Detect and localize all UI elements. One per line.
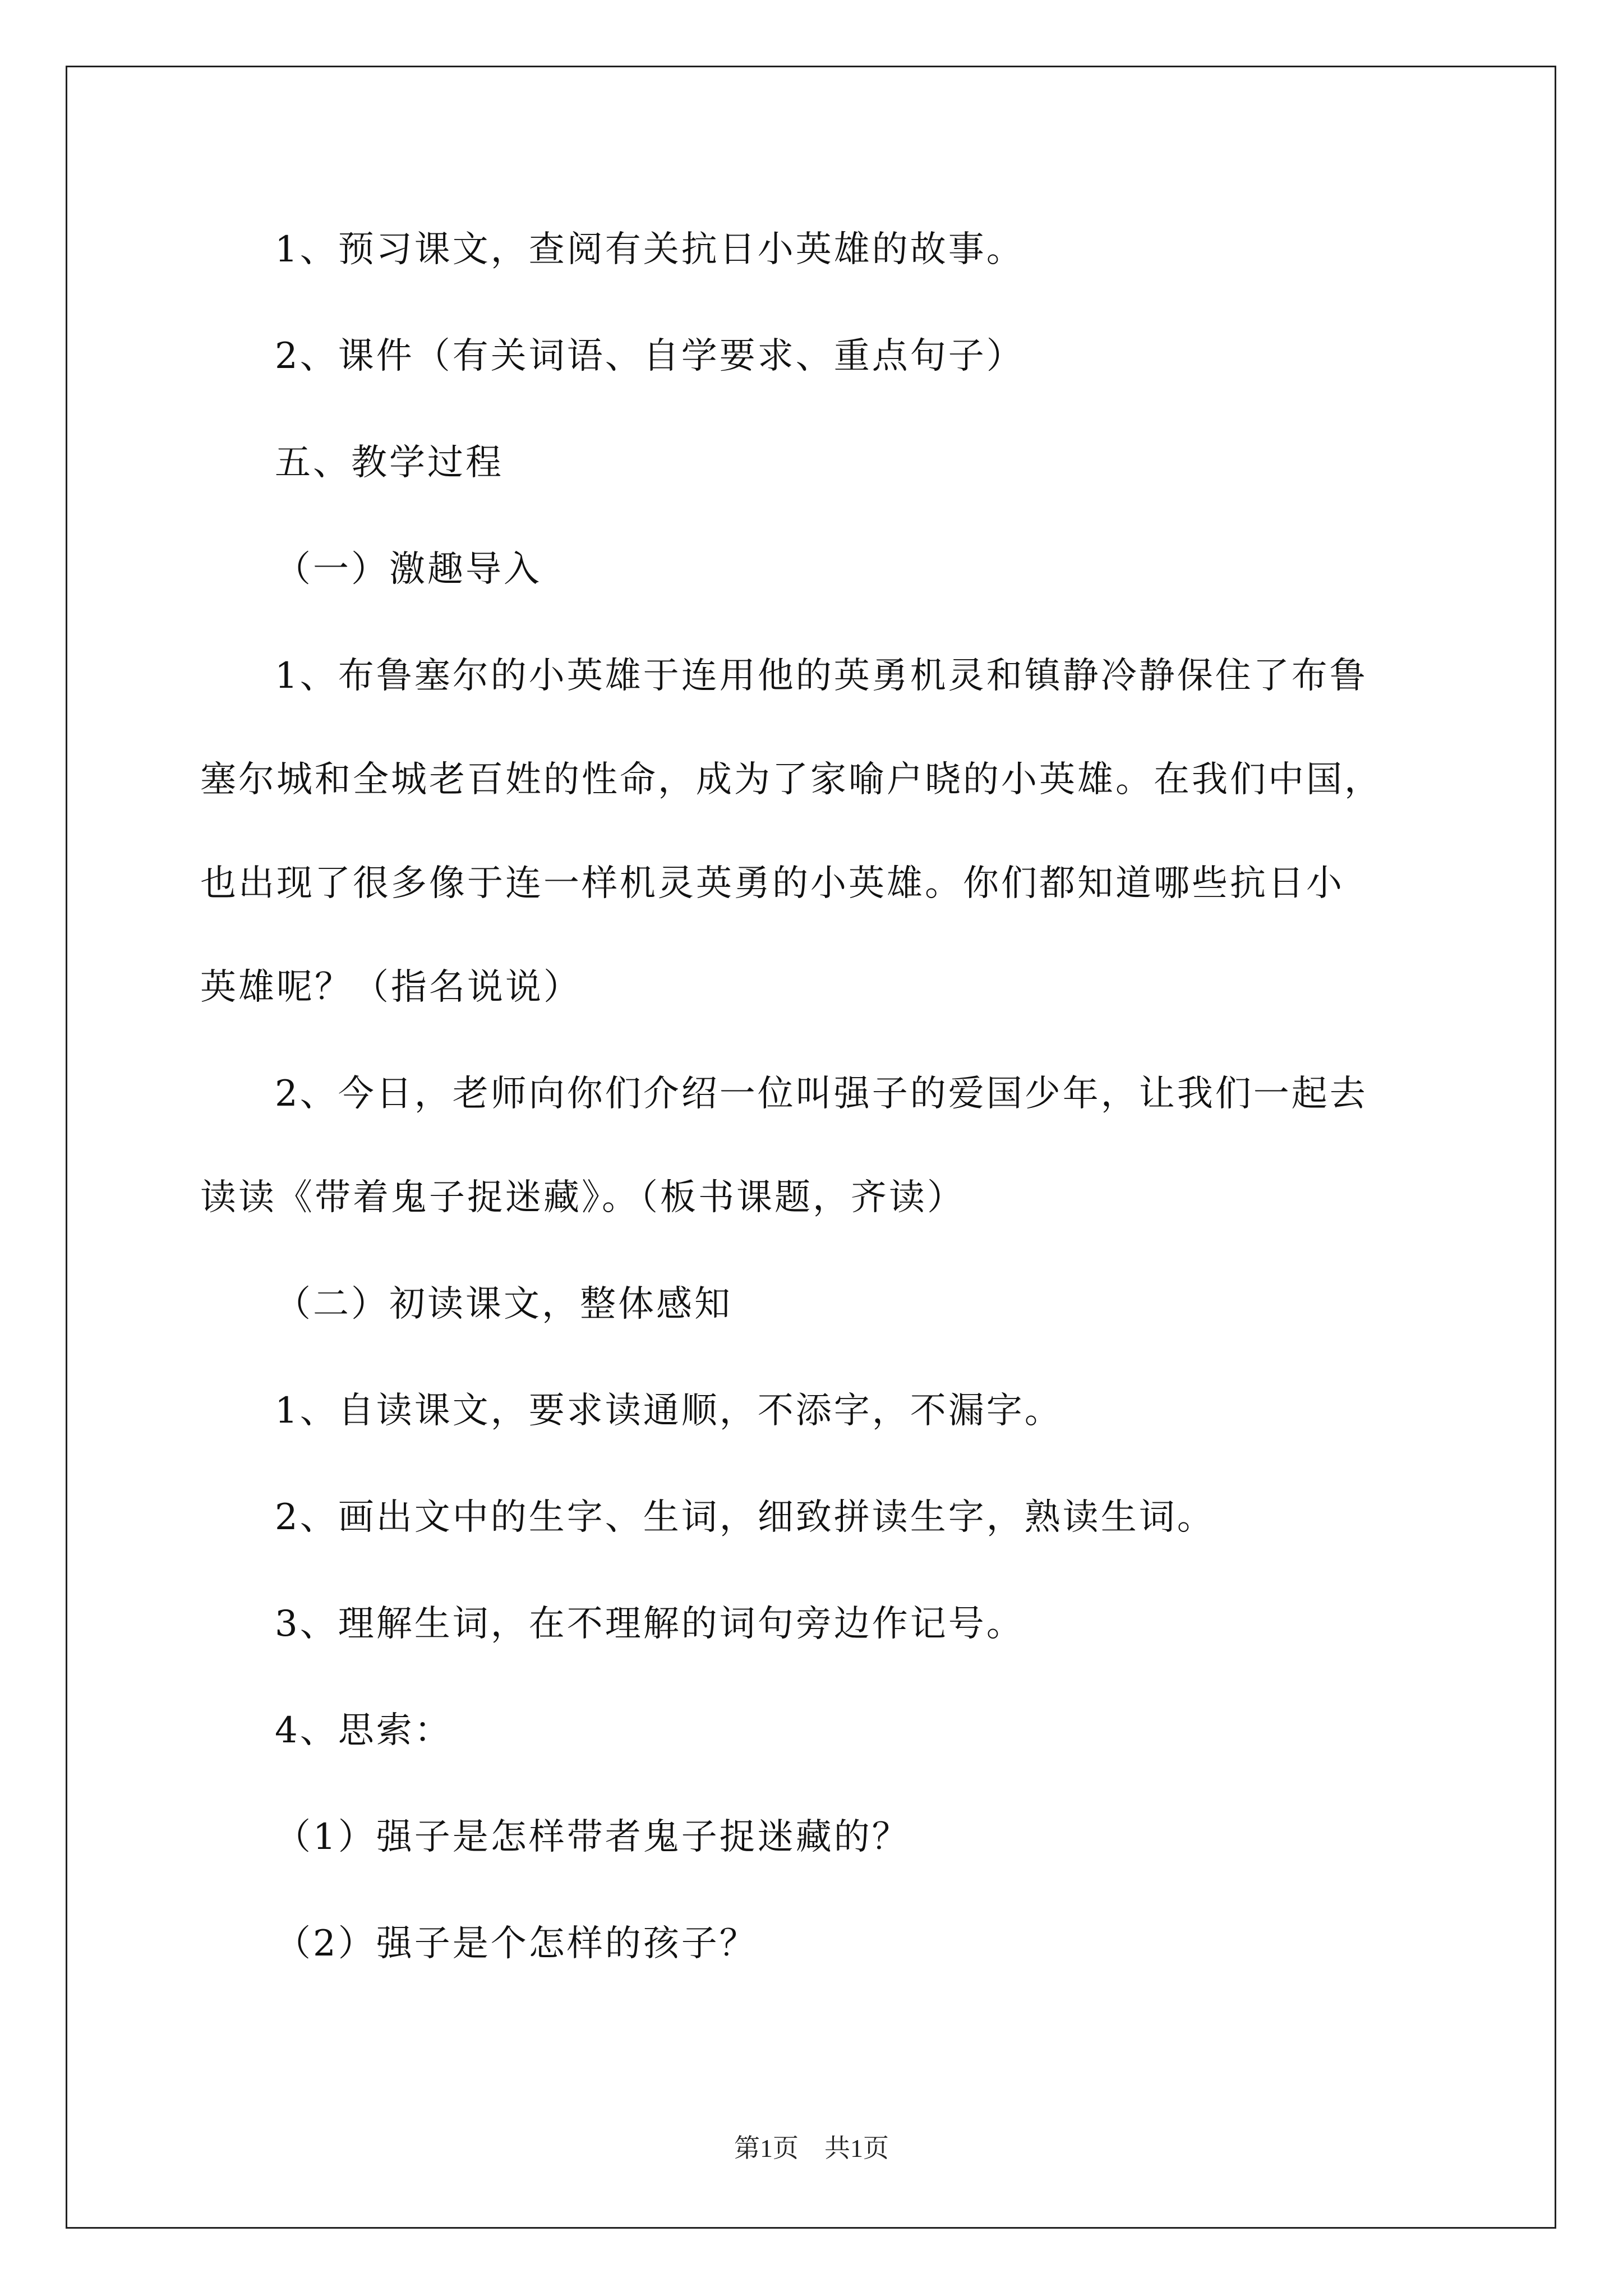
paragraph-line: 2、课件（有关词语、自学要求、重点句子）: [275, 335, 1025, 377]
paragraph-line: （2）强子是个怎样的孩子？: [275, 1923, 758, 1964]
paragraph-line: 也出现了很多像于连一样机灵英勇的小英雄。你们都知道哪些抗日小: [200, 863, 1344, 904]
paragraph-line: 3、理解生词，在不理解的词句旁边作记号。: [275, 1603, 1025, 1645]
page-number: 第1页 共1页: [734, 2134, 889, 2162]
paragraph-line: 1、预习课文，查阅有关抗日小英雄的故事。: [275, 229, 1025, 270]
subsection-heading: （一）激趣导入: [275, 549, 542, 590]
paragraph-line: 2、画出文中的生字、生词，细致拼读生字，熟读生词。: [275, 1497, 1215, 1538]
subsection-heading: （二）初读课文，整体感知: [275, 1283, 732, 1325]
paragraph-line: 1、自读课文，要求读通顺，不添字，不漏字。: [275, 1390, 1063, 1432]
paragraph-line: （1）强子是怎样带者鬼子捉迷藏的？: [275, 1816, 910, 1858]
section-heading: 五、教学过程: [275, 442, 504, 484]
paragraph-line: 英雄呢？（指名说说）: [200, 967, 582, 1008]
page-border: [66, 66, 1556, 2229]
paragraph-line: 塞尔城和全城老百姓的性命，成为了家喻户晓的小英雄。在我们中国，: [200, 759, 1382, 800]
paragraph-line: 2、今日，老师向你们介绍一位叫强子的爱国少年，让我们一起去: [275, 1073, 1368, 1115]
paragraph-line: 1、布鲁塞尔的小英雄于连用他的英勇机灵和镇静冷静保住了布鲁: [275, 655, 1368, 697]
paragraph-line: 4、思索：: [275, 1710, 453, 1751]
paragraph-line: 读读《带着鬼子捉迷藏》。（板书课题，齐读）: [200, 1177, 965, 1218]
